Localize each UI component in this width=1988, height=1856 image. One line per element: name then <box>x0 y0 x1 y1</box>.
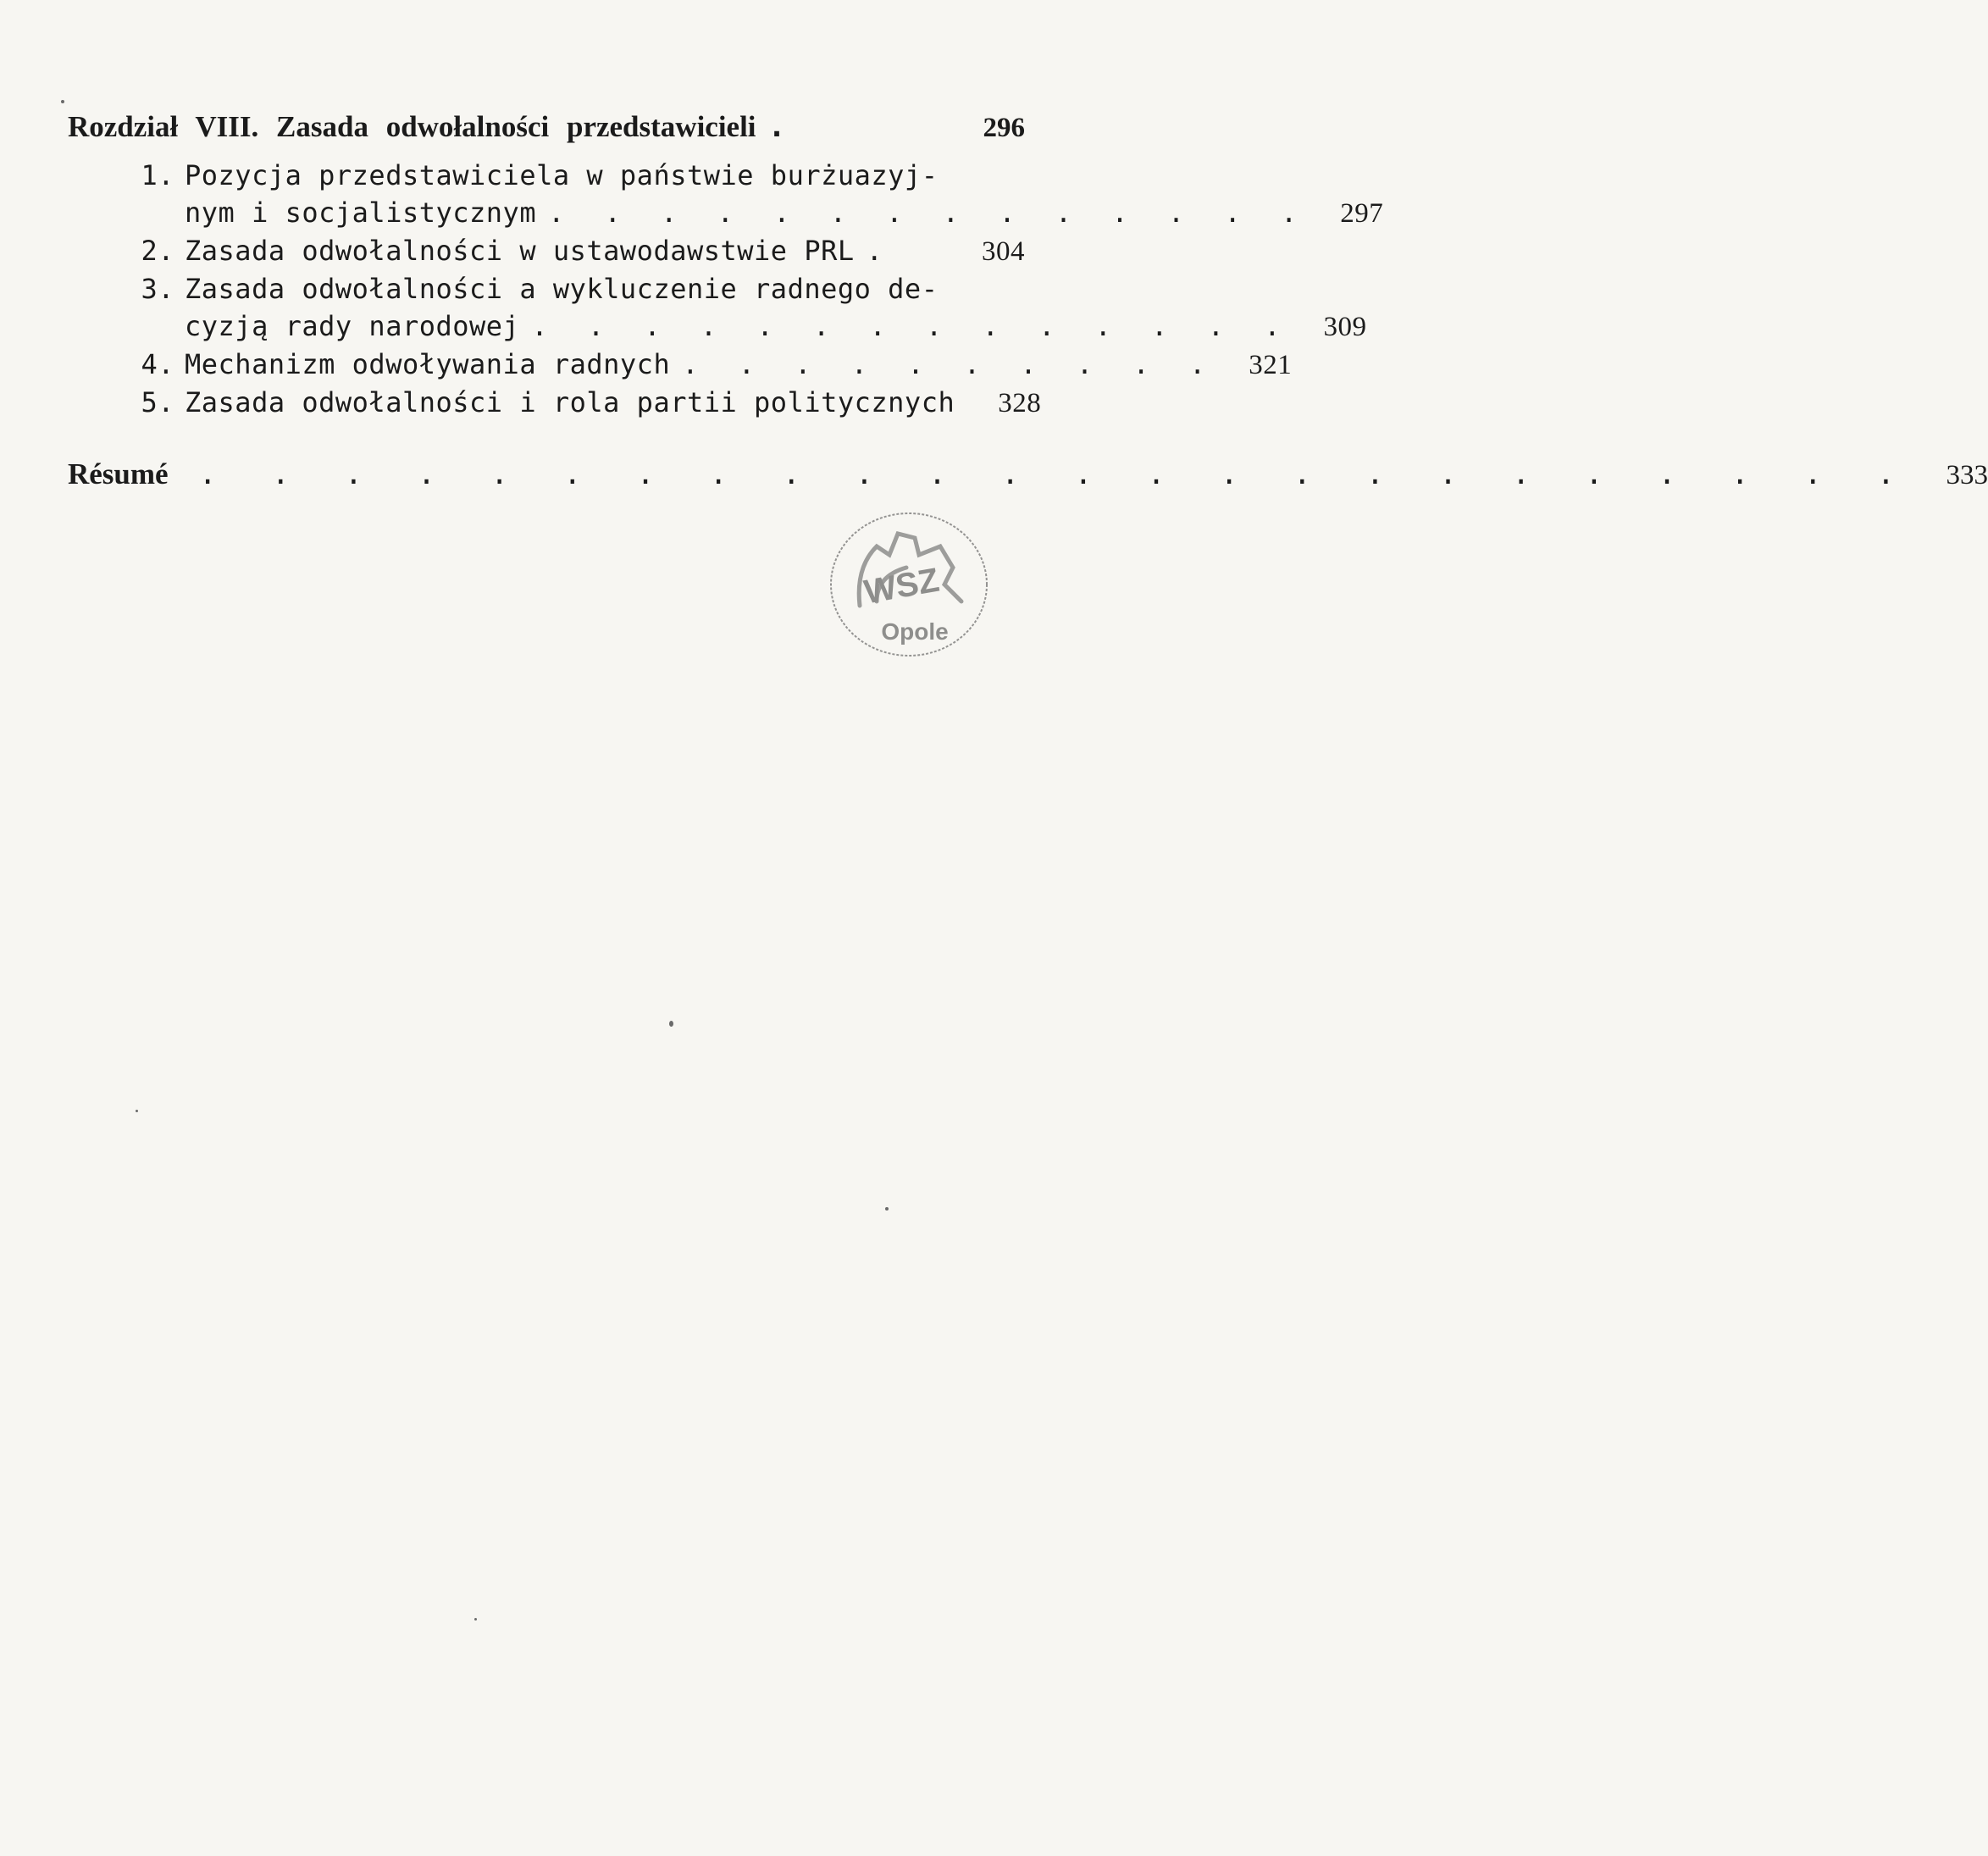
paper-speck <box>61 100 64 103</box>
spacer <box>68 422 1025 456</box>
leader-dots: . . . . . . . . . . . . . . <box>531 310 1293 342</box>
toc-item-continuation <box>185 194 1384 232</box>
resume-title: Résumé <box>68 457 169 490</box>
leader-dots: . . . . . . . . . . <box>682 348 1218 380</box>
stamp-top-text: WSZ <box>861 561 943 612</box>
paper-speck <box>669 1021 673 1027</box>
item-number: 1. <box>141 159 174 191</box>
paper-speck <box>136 1110 138 1112</box>
item-title-line2: nym i socjalistycznym <box>185 197 537 229</box>
leader-dots: . . . . . . . . . . . . . . . . . . . . . . . . <box>198 457 1913 491</box>
item-number: 5. <box>141 386 174 418</box>
item-page-number: 321 <box>1249 350 1293 380</box>
leader-dots: . <box>767 110 798 144</box>
resume-page-number: 333 <box>1946 460 1988 490</box>
toc-item-continuation <box>185 307 1367 346</box>
leader-dots: . . . . . . . . . . . . . . <box>548 197 1310 229</box>
item-title-line2: cyzją rady narodowej <box>185 310 520 342</box>
toc-item <box>68 270 1025 307</box>
paper-speck <box>474 1618 477 1621</box>
toc-item <box>68 384 1042 422</box>
toc-item <box>68 157 1025 194</box>
item-title-line1: Zasada odwołalności w ustawodawstwie PRL <box>185 235 855 267</box>
item-title-line1: Pozycja przedstawiciela w państwie burżuazyj- <box>185 159 939 191</box>
toc-resume-entry <box>68 456 1988 494</box>
item-page-number: 309 <box>1323 312 1367 342</box>
chapter-page-number: 296 <box>983 113 1025 143</box>
item-number: 4. <box>141 348 174 380</box>
item-title-line1: Zasada odwołalności i rola partii politycznych <box>185 386 955 418</box>
item-page-number: 297 <box>1340 198 1384 229</box>
item-page-number: 328 <box>998 388 1042 418</box>
chapter-title: Rozdział VIII. Zasada odwołalności przedstawicieli <box>68 110 756 143</box>
leader-dots: . <box>866 235 894 267</box>
table-of-contents <box>68 108 1988 494</box>
stamp-bottom-text: Opole <box>881 618 949 645</box>
library-stamp-icon <box>826 508 992 661</box>
toc-item <box>68 346 1293 384</box>
item-page-number: 304 <box>982 236 1025 267</box>
toc-item <box>68 232 1025 270</box>
item-title-line1: Zasada odwołalności a wykluczenie radnego de- <box>185 273 939 305</box>
toc-chapter-entry <box>68 108 1025 147</box>
item-title-line1: Mechanizm odwoływania radnych <box>185 348 671 380</box>
item-number: 3. <box>141 273 174 305</box>
paper-speck <box>885 1207 889 1211</box>
item-number: 2. <box>141 235 174 267</box>
